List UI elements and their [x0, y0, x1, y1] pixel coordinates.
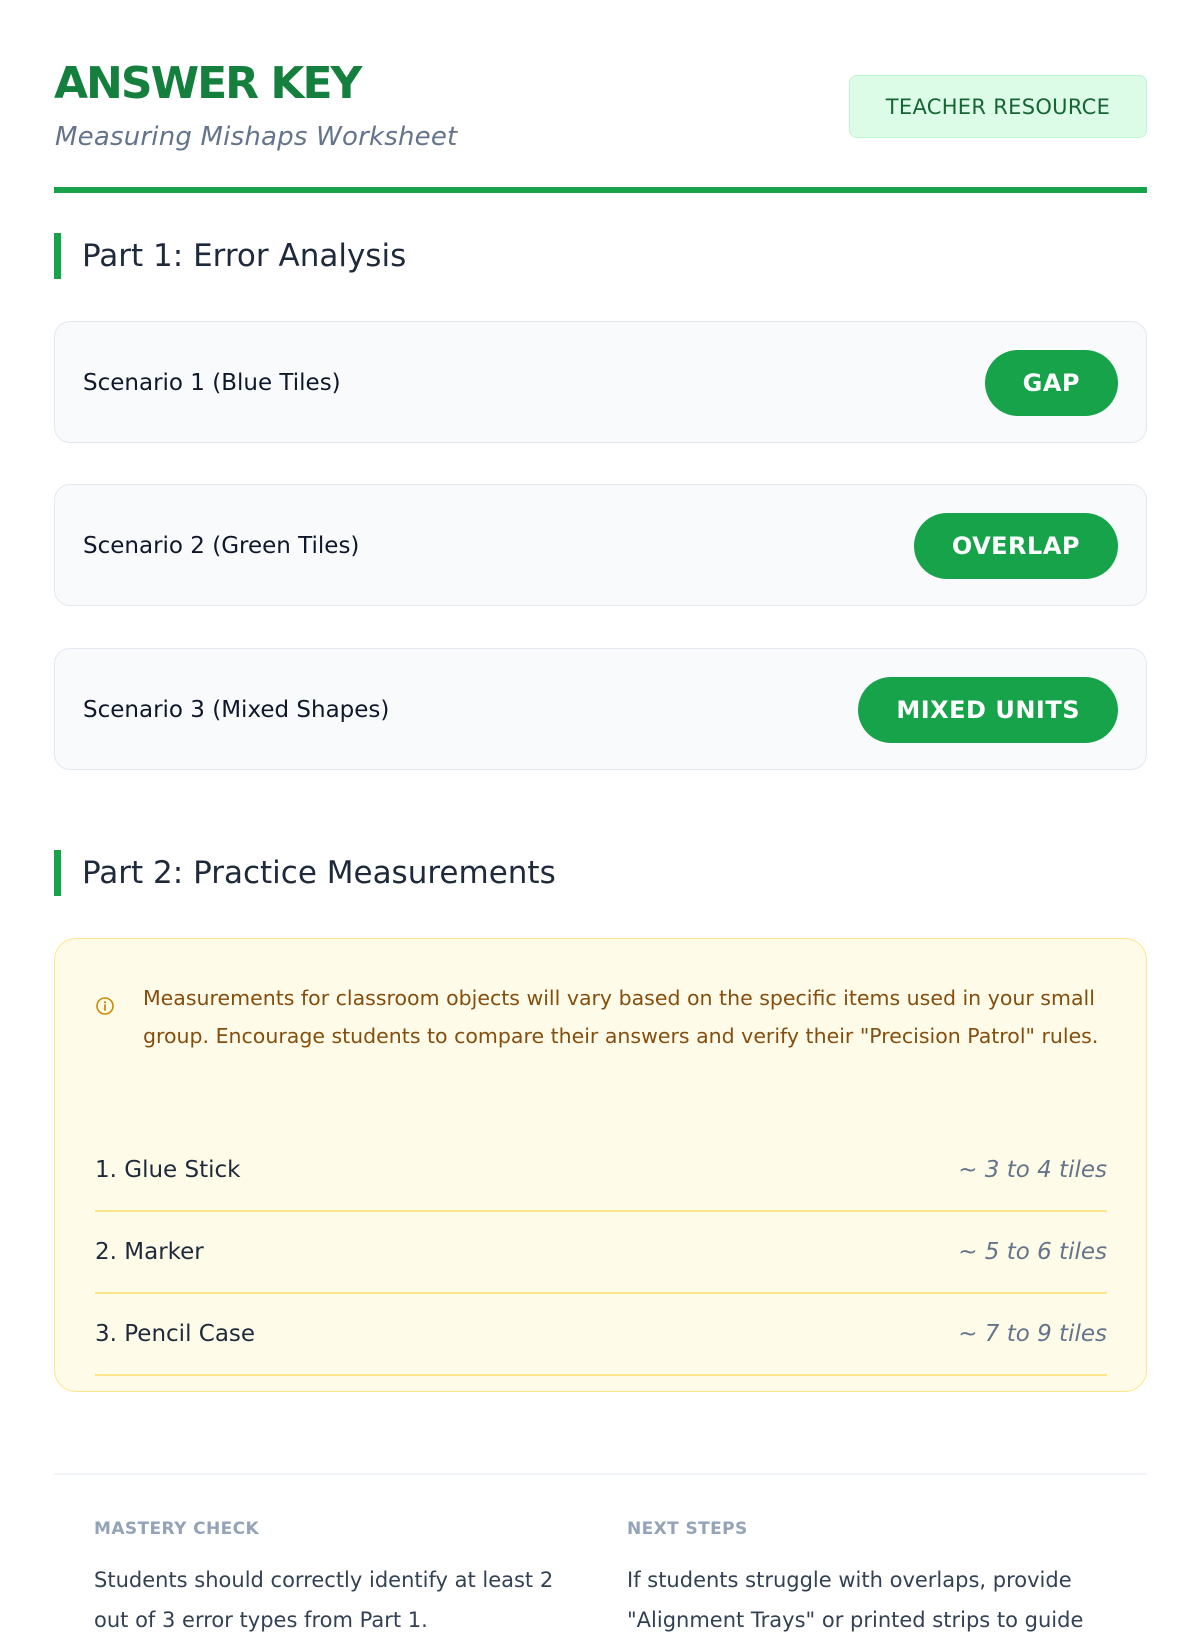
tile-estimate: ~ 5 to 6 tiles [958, 1239, 1107, 1265]
teacher-resource-badge: TEACHER RESOURCE [849, 75, 1147, 138]
measurement-list [95, 1130, 1107, 1376]
part1-heading-text: Part 1: Error Analysis [82, 238, 407, 274]
answer-pill: GAP [985, 350, 1118, 416]
object-name: 2. Marker [95, 1239, 204, 1265]
header-divider [54, 187, 1147, 193]
heading-accent-bar [54, 233, 61, 279]
part2-heading-text: Part 2: Practice Measurements [82, 855, 556, 891]
page-title: ANSWER KEY [54, 58, 361, 109]
answer-pill: MIXED UNITS [858, 677, 1118, 743]
answer-pill: OVERLAP [914, 513, 1118, 579]
list-item [95, 1130, 1107, 1212]
list-item [95, 1294, 1107, 1376]
next-steps [627, 1518, 1107, 1640]
answer-key-page [54, 0, 1147, 1632]
mastery-check [94, 1518, 574, 1640]
scenario-card [54, 321, 1147, 443]
practice-note: Measurements for classroom objects will vary based on the specific items used in your small group. Encourage students to compare their answers and verify their "Precision Patrol" rules. [143, 986, 1099, 1048]
mastery-check-label: MASTERY CHECK [94, 1519, 260, 1539]
tile-estimate: ~ 3 to 4 tiles [958, 1157, 1107, 1183]
next-steps-label: NEXT STEPS [627, 1519, 748, 1539]
next-steps-text: If students struggle with overlaps, provide "Alignment Trays" or printed strips to guide [627, 1568, 1084, 1632]
object-name: 3. Pencil Case [95, 1321, 256, 1347]
part1-heading [54, 232, 406, 280]
object-name: 1. Glue Stick [95, 1157, 241, 1183]
page-subtitle: Measuring Mishaps Worksheet [55, 122, 458, 152]
heading-accent-bar [54, 850, 61, 896]
scenario-label: Scenario 2 (Green Tiles) [83, 533, 360, 559]
scenario-card [54, 648, 1147, 770]
footer-divider [54, 1473, 1147, 1475]
info-icon [95, 996, 115, 1016]
practice-measurements-box [54, 938, 1147, 1392]
mastery-check-text: Students should correctly identify at least 2 out of 3 error types from Part 1. [94, 1568, 554, 1632]
scenario-label: Scenario 1 (Blue Tiles) [83, 370, 341, 396]
tile-estimate: ~ 7 to 9 tiles [958, 1321, 1107, 1347]
scenario-label: Scenario 3 (Mixed Shapes) [83, 697, 390, 723]
part2-heading [54, 849, 556, 897]
scenario-card [54, 484, 1147, 606]
list-item [95, 1212, 1107, 1294]
header [54, 0, 1147, 194]
